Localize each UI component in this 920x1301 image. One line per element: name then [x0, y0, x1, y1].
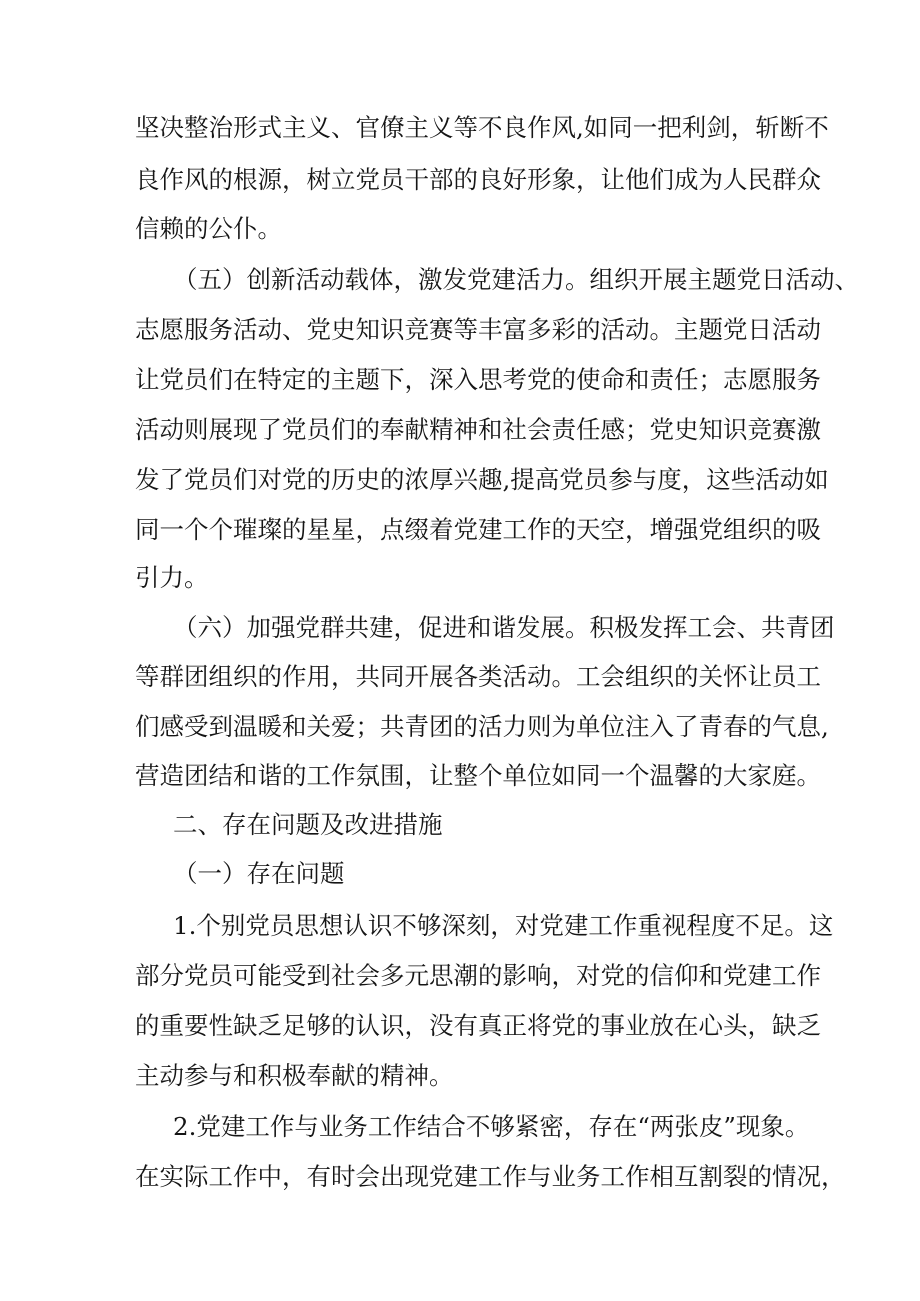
- list-item-1: 1.个别党员思想认识不够深刻，对党建工作重视程度不足。这: [173, 911, 834, 940]
- text-line: 良作风的根源，树立党员干部的良好形象，让他们成为人民群众: [135, 165, 821, 194]
- text-line: 让党员们在特定的主题下，深入思考党的使命和责任；志愿服务: [135, 365, 821, 394]
- text-line: 信赖的公仆。: [135, 214, 282, 243]
- text-line: 活动则展现了党员们的奉献精神和社会责任感；党史知识竞赛激: [135, 415, 821, 444]
- text-line: 发了党员们对党的历史的浓厚兴趣,提高党员参与度，这些活动如: [135, 465, 829, 494]
- text-line: 部分党员可能受到社会多元思潮的影响，对党的信仰和党建工作: [135, 961, 821, 990]
- text-line: 们感受到温暖和关爱；共青团的活力则为单位注入了青春的气息,: [135, 712, 829, 741]
- text-line: 同一个个璀璨的星星，点缀着党建工作的天空，增强党组织的吸: [135, 515, 821, 544]
- list-item-2: 2.党建工作与业务工作结合不够紧密，存在“两张皮”现象。: [173, 1112, 810, 1141]
- text-line: 坚决整治形式主义、官僚主义等不良作风,如同一把利剑，斩断不: [135, 113, 829, 142]
- text-line: 引力。: [135, 563, 209, 592]
- text-line: 的重要性缺乏足够的认识，没有真正将党的事业放在心头，缺乏: [135, 1011, 821, 1040]
- subsection-heading: （一）存在问题: [173, 859, 345, 888]
- paragraph-heading-6: （六）加强党群共建，促进和谐发展。积极发挥工会、共青团: [173, 613, 835, 642]
- text-line: 等群团组织的作用，共同开展各类活动。工会组织的关怀让员工: [135, 662, 821, 691]
- text-line: 营造团结和谐的工作氛围，让整个单位如同一个温馨的大家庭。: [135, 761, 821, 790]
- section-heading: 二、存在问题及改进措施: [173, 810, 443, 839]
- text-line: 在实际工作中，有时会出现党建工作与业务工作相互割裂的情况，: [135, 1162, 846, 1191]
- paragraph-heading-5: （五）创新活动载体，激发党建活力。组织开展主题党日活动、: [173, 265, 859, 294]
- text-line: 志愿服务活动、党史知识竞赛等丰富多彩的活动。主题党日活动: [135, 315, 821, 344]
- text-line: 主动参与和积极奉献的精神。: [135, 1061, 454, 1090]
